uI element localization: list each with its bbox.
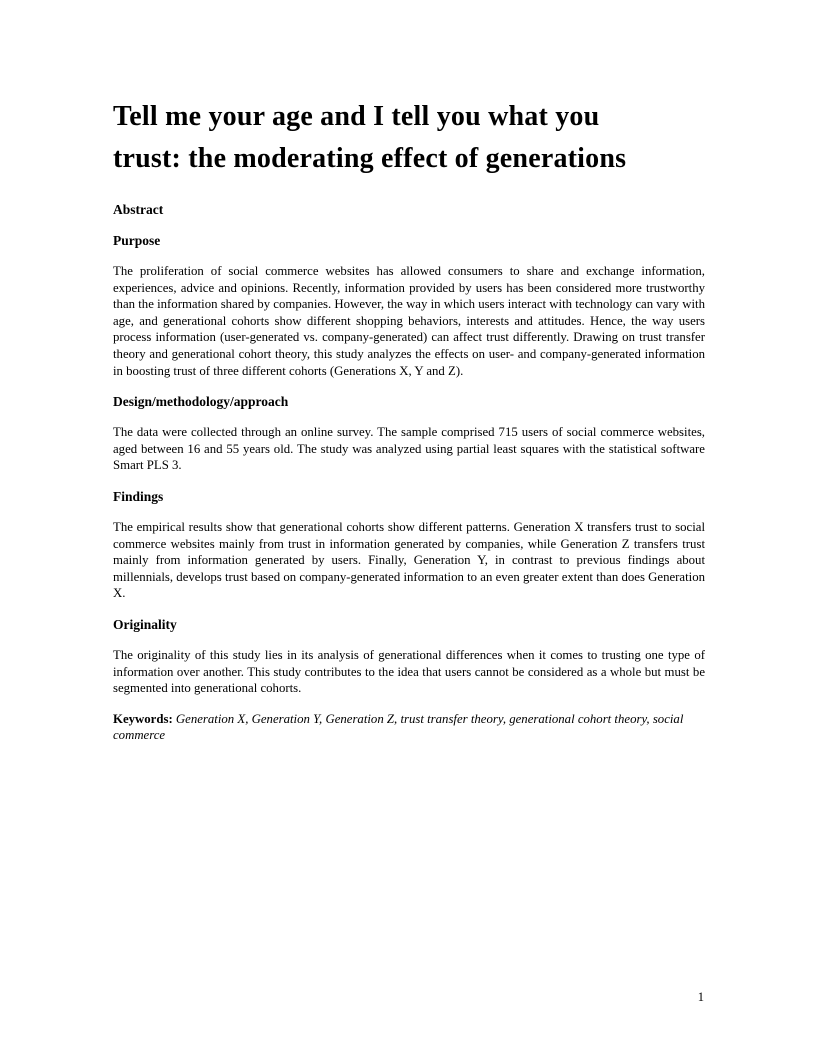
purpose-paragraph: The proliferation of social commerce websites has allowed consumers to share and exchange information, experiences, advice and opinions. Recently, information provided by users has been considered more trustworthy than the information shared by companies. However, the way in which users interact with technology can vary with age, and generational cohorts show different shopping behaviors, interests and attitudes. Hence, the way users process information (user-generated vs. company-generated) can affect trust differently. Drawing on trust transfer theory and generational cohort theory, this study analyzes the effects on user- and company-generated information in boosting trust of three different cohorts (Generations X, Y and Z).: [113, 264, 705, 378]
paper-title: [113, 96, 705, 180]
design-methodology-heading: Design/methodology/approach: [113, 394, 289, 410]
page-number: 1: [697, 990, 704, 1004]
purpose-heading: Purpose: [113, 233, 161, 248]
abstract-heading: Abstract: [113, 202, 164, 217]
originality-paragraph: The originality of this study lies in its analysis of generational differences when it comes to trusting one type of information over another. This study contributes to the idea that users cannot be considered as a whole but must be segmented into generational cohorts.: [113, 647, 705, 696]
findings-heading: Findings: [113, 488, 164, 504]
originality-heading: Originality: [113, 616, 177, 632]
keywords-label: Keywords:: [113, 711, 176, 726]
keywords-text: Generation X, Generation Y, Generation Z, trust transfer theory, generational cohort theory, social commerce: [113, 711, 684, 743]
paper-title-line-2: trust: the moderating effect of generations: [113, 143, 627, 174]
page-content: [113, 96, 705, 758]
keywords-paragraph: [113, 711, 705, 744]
design-methodology-paragraph: The data were collected through an online survey. The sample comprised 715 users of social commerce websites, aged between 16 and 55 years old. The study was analyzed using partial least squares with the statistical software Smart PLS 3.: [113, 425, 705, 473]
findings-paragraph: The empirical results show that generational cohorts show different patterns. Generation X transfers trust to social commerce websites mainly from trust in information generated by companies, while Generation Z transfers trust mainly from information generated by users. Finally, Generation Y, in contrast to previous findings about millennials, develops trust based on company-generated information to an even greater extent than does Generation X.: [113, 519, 705, 601]
paper-title-line-1: Tell me your age and I tell you what you: [113, 101, 600, 132]
